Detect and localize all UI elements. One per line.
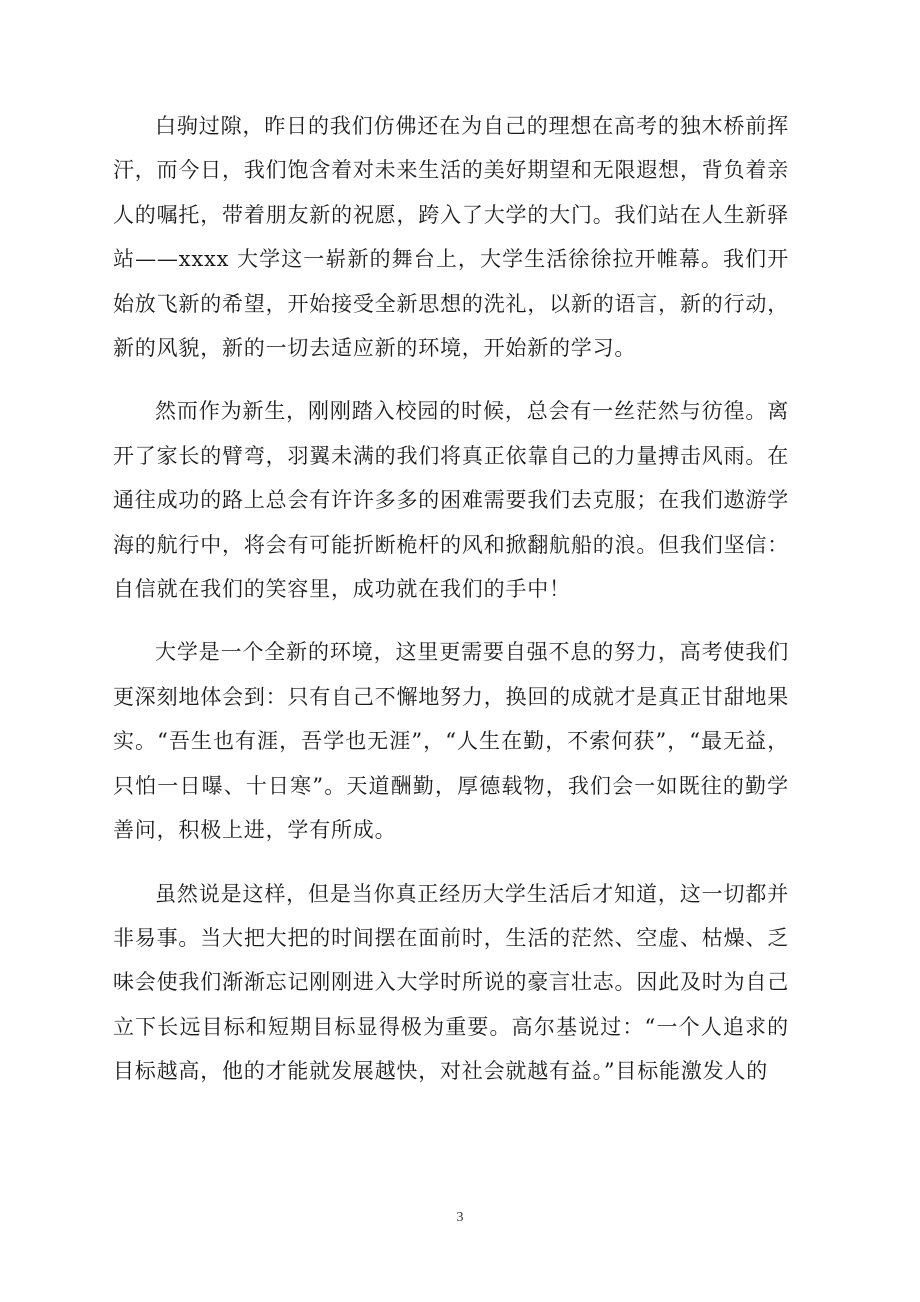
paragraph-2: 然而作为新生，刚刚踏入校园的时候，总会有一丝茫然与彷徨。离开了家长的臂弯，羽翼未满的我们将真正依靠自己的力量搏击风雨。在通往成功的路上总会有许许多多的困难需要我们去克服；在我们遨游学海的航行中，将会有可能折断桅杆的风和掀翻航船的浪。但我们坚信：自信就在我们的笑容里，成功就在我们的手中！: [113, 399, 789, 602]
paragraph-4: 虽然说是这样，但是当你真正经历大学生活后才知道，这一切都并非易事。当大把大把的时间摆在面前时，生活的茫然、空虚、枯燥、乏味会使我们渐渐忘记刚刚进入大学时所说的豪言壮志。因此及时为自己立下长远目标和短期目标显得极为重要。高尔基说过：“一个人追求的目标越高，他的才能就发展越快，对社会就越有益。”目标能激发人的: [113, 881, 789, 1084]
document-body: [113, 104, 789, 1113]
paragraph-1: 白驹过隙，昨日的我们仿佛还在为自己的理想在高考的独木桥前挥汗，而今日，我们饱含着对未来生活的美好期望和无限遐想，背负着亲人的嘱托，带着朋友新的祝愿，跨入了大学的大门。我们站在人生新驿站——xxxx 大学这一崭新的舞台上，大学生活徐徐拉开帷幕。我们开始放飞新的希望，开始接受全新思想的洗礼，以新的语言，新的行动，新的风貌，新的一切去适应新的环境，开始新的学习。: [113, 114, 789, 361]
page-number: 3: [456, 1210, 464, 1225]
paragraph-3: 大学是一个全新的环境，这里更需要自强不息的努力，高考使我们更深刻地体会到：只有自己不懈地努力，换回的成就才是真正甘甜地果实。“吾生也有涯，吾学也无涯”，“人生在勤，不索何获”，“最无益，只怕一日曝、十日寒”。天道酬勤，厚德载物，我们会一如既往的勤学善问，积极上进，学有所成。: [113, 640, 789, 843]
